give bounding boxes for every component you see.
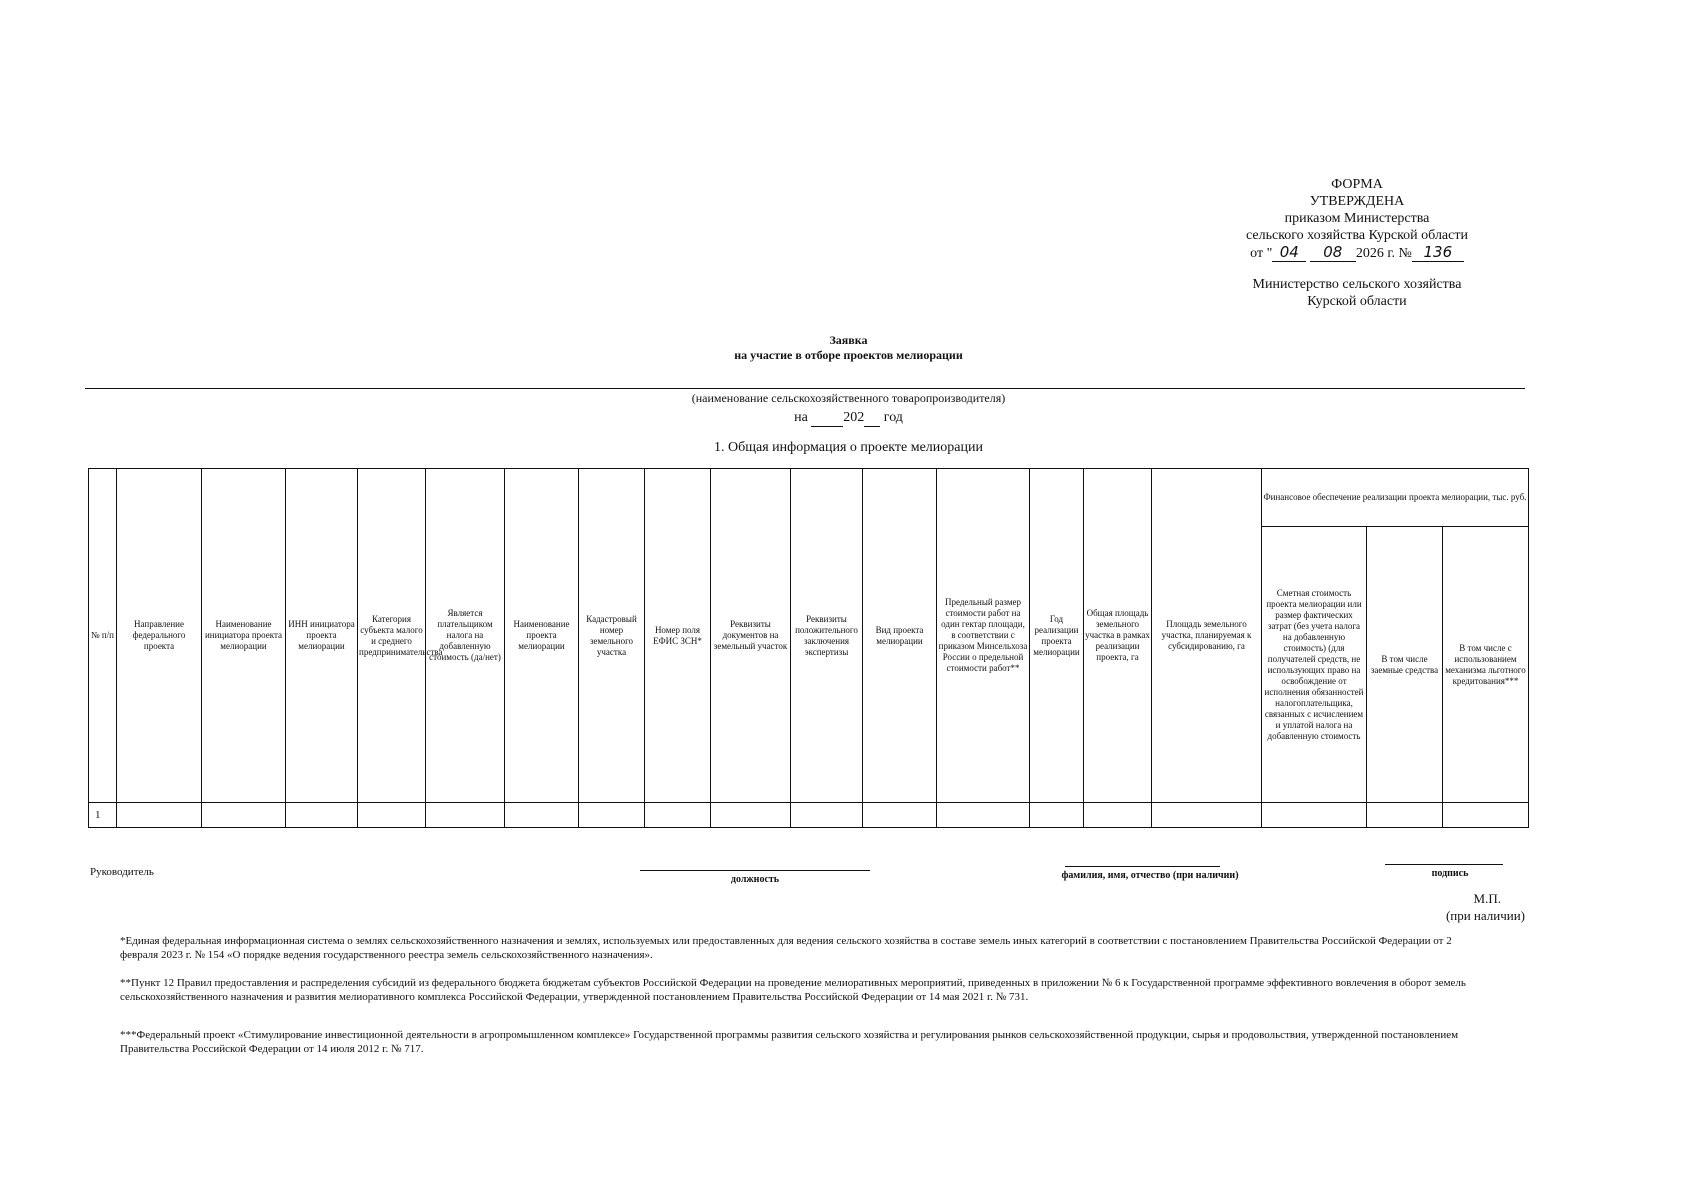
- table-cell[interactable]: [1084, 803, 1152, 828]
- title-line-2: на участие в отборе проектов мелиорации: [734, 348, 963, 362]
- stamp-block: [1446, 890, 1525, 924]
- date-year: 2026 г. №: [1355, 246, 1412, 261]
- header-cell: Предельный размер стоимости работ на один гектар площади, в соответствии с приказом Минсельхоза России о предельной стоимости работ**: [937, 469, 1030, 803]
- ministry-block: [1207, 276, 1507, 310]
- order-number: 136: [1412, 244, 1464, 262]
- year-line: [0, 410, 1697, 427]
- table-cell[interactable]: [791, 803, 863, 828]
- stamp-label: М.П.: [1473, 891, 1501, 906]
- stamp-note: (при наличии): [1445, 908, 1525, 923]
- table-cell[interactable]: [117, 803, 202, 828]
- header-cell: ИНН инициатора проекта мелиорации: [286, 469, 358, 803]
- table-cell[interactable]: [645, 803, 711, 828]
- table-header-row: [89, 469, 1529, 527]
- position-caption: должность: [730, 874, 780, 885]
- table-cell[interactable]: [1443, 803, 1529, 828]
- table-cell[interactable]: [1152, 803, 1262, 828]
- table-row: [89, 803, 1529, 828]
- row-number: 1: [89, 803, 117, 828]
- approval-line-1: приказом Министерства: [1284, 211, 1430, 226]
- footnote-3: ***Федеральный проект «Стимулирование инвестиционной деятельности в агропромышленном комплексе» Государственной программы развития сельского хозяйства и регулирования рынков сельскохозяйственной продукции, сырья и продовольствия, утвержденной постановлением Правительства Российской Федерации от 14 июля 2012 г. № 717.: [120, 1029, 1459, 1055]
- header-cell: № п/п: [89, 469, 117, 803]
- approval-block: [1207, 176, 1507, 262]
- form-label: ФОРМА: [1331, 177, 1383, 192]
- table-cell[interactable]: [358, 803, 426, 828]
- footnote-1: *Единая федеральная информационная система о землях сельскохозяйственного назначения и землях, используемых или предоставленных для ведения сельского хозяйства в составе земель иных категорий в соответствии с постановлением Правительства Российской Федерации от 2 февраля 2023 г. № 154 «О порядке ведения государственного реестра земель сельскохозяйственного назначения».: [120, 935, 1452, 961]
- table-cell[interactable]: [505, 803, 579, 828]
- year-middle: 202: [843, 410, 865, 425]
- table-cell[interactable]: [426, 803, 505, 828]
- title-line-1: Заявка: [829, 333, 868, 347]
- year-prefix: на: [794, 410, 808, 425]
- header-cell: Реквизиты документов на земельный участок: [711, 469, 791, 803]
- project-info-table: [88, 468, 1529, 828]
- table-cell[interactable]: [1367, 803, 1443, 828]
- header-cell: Направление федерального проекта: [117, 469, 202, 803]
- finance-group-header: Финансовое обеспечение реализации проекта мелиорации, тыс. руб.: [1262, 469, 1529, 527]
- header-cell: Наименование проекта мелиорации: [505, 469, 579, 803]
- signature-line: [1385, 864, 1503, 865]
- footnote-2: **Пункт 12 Правил предоставления и распределения субсидий из федерального бюджета бюджетам субъектов Российской Федерации на проведение мелиоративных мероприятий, приведенных в приложении № 6 к Государственной программе эффективного вовлечения в оборот земель сельскохозяйственного назначения и развития мелиоративного комплекса Российской Федерации, утвержденной постановлением Правительства Российской Федерации от 14 мая 2021 г. № 731.: [120, 977, 1466, 1003]
- header-cell: Является плательщиком налога на добавленную стоимость (да/нет): [426, 469, 505, 803]
- year-blank: [811, 410, 843, 427]
- full-name-caption: фамилия, имя, отчество (при наличии): [1061, 870, 1239, 881]
- table-cell[interactable]: [937, 803, 1030, 828]
- table-cell[interactable]: [711, 803, 791, 828]
- head-label: Руководитель: [90, 866, 154, 878]
- header-cell: Год реализации проекта мелиорации: [1030, 469, 1084, 803]
- year-blank-2: [864, 410, 880, 427]
- table-cell[interactable]: [579, 803, 645, 828]
- position-line: [640, 870, 870, 871]
- approved-label: УТВЕРЖДЕНА: [1309, 194, 1405, 209]
- header-cell: Кадастровый номер земельного участка: [579, 469, 645, 803]
- finance-subheader: В том числе с использованием механизма льготного кредитования***: [1443, 527, 1529, 803]
- date-day: 04: [1272, 244, 1306, 262]
- date-prefix: от ": [1250, 246, 1273, 261]
- ministry-line-1: Министерство сельского хозяйства: [1252, 277, 1462, 292]
- producer-name-line: [85, 388, 1525, 389]
- header-cell: Площадь земельного участка, планируемая к субсидированию, га: [1152, 469, 1262, 803]
- header-cell: Номер поля ЕФИС ЗСН*: [645, 469, 711, 803]
- header-cell: Общая площадь земельного участка в рамках реализации проекта, га: [1084, 469, 1152, 803]
- table-cell[interactable]: [863, 803, 937, 828]
- header-cell: Наименование инициатора проекта мелиорации: [202, 469, 286, 803]
- table-cell[interactable]: [1262, 803, 1367, 828]
- approval-line-2: сельского хозяйства Курской области: [1246, 228, 1468, 243]
- table-cell[interactable]: [286, 803, 358, 828]
- full-name-line: [1065, 866, 1220, 867]
- header-cell: Категория субъекта малого и среднего предпринимательства: [358, 469, 426, 803]
- section-title: 1. Общая информация о проекте мелиорации: [714, 440, 983, 455]
- finance-subheader: В том числе заемные средства: [1367, 527, 1443, 803]
- approval-date: [1207, 244, 1507, 262]
- signature-caption: подпись: [1431, 868, 1469, 879]
- table-cell[interactable]: [202, 803, 286, 828]
- header-cell: Вид проекта мелиорации: [863, 469, 937, 803]
- document-title: [0, 333, 1697, 363]
- ministry-line-2: Курской области: [1307, 294, 1407, 309]
- table-cell[interactable]: [1030, 803, 1084, 828]
- date-month: 08: [1310, 244, 1356, 262]
- header-cell: Реквизиты положительного заключения экспертизы: [791, 469, 863, 803]
- finance-subheader: Сметная стоимость проекта мелиорации или размер фактических затрат (без учета налога на добавленную стоимость) (для получателей средств, не использующих право на освобождение от исполнения обязанностей налогоплательщика, связанных с исчислением и уплатой налога на добавленную стоимость: [1262, 527, 1367, 803]
- year-suffix: год: [883, 410, 903, 425]
- producer-caption: (наименование сельскохозяйственного товаропроизводителя): [691, 391, 1006, 405]
